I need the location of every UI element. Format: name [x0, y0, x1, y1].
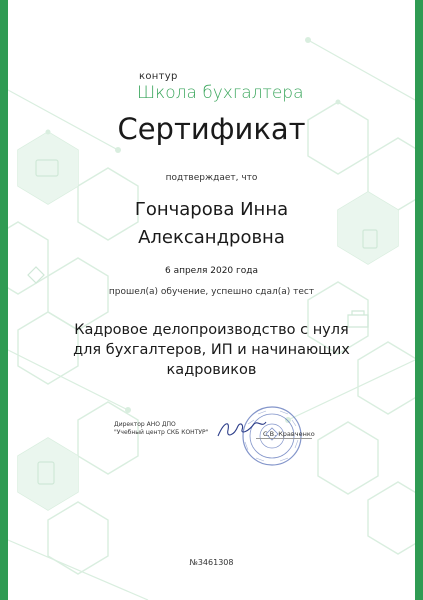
certificate-content: [8, 0, 415, 600]
right-green-border: [415, 0, 423, 600]
course-title-line2: для бухгалтеров, ИП и начинающих: [73, 342, 350, 358]
confirms-text: подтверждает, что: [165, 173, 258, 183]
signature-line: [256, 438, 312, 439]
completion-date: 6 апреля 2020 года: [164, 266, 258, 276]
brand-logo-kontur: контур: [139, 71, 178, 82]
director-title-line1: Директор АНО ДПО: [114, 421, 176, 428]
course-title-line3: кадровиков: [166, 362, 257, 378]
course-title: [28, 320, 395, 380]
certificate-number: №3461308: [189, 558, 234, 567]
certificate-title: Сертификат: [117, 112, 306, 146]
brand-logo-school: Школа бухгалтера: [137, 83, 304, 103]
signatory-name: С.В. Кравченко: [263, 430, 315, 438]
director-title-line2: "Учебный центр СКБ КОНТУР": [114, 429, 209, 436]
recipient-name-line1: Гончарова Инна: [134, 199, 289, 220]
course-title-line1: Кадровое делопроизводство с нуля: [74, 322, 349, 338]
recipient-name: [8, 196, 415, 252]
recipient-name-line2: Александровна: [138, 227, 285, 248]
passed-text: прошел(а) обучение, успешно сдал(а) тест: [108, 287, 315, 297]
left-green-border: [0, 0, 8, 600]
director-title: [114, 421, 208, 437]
